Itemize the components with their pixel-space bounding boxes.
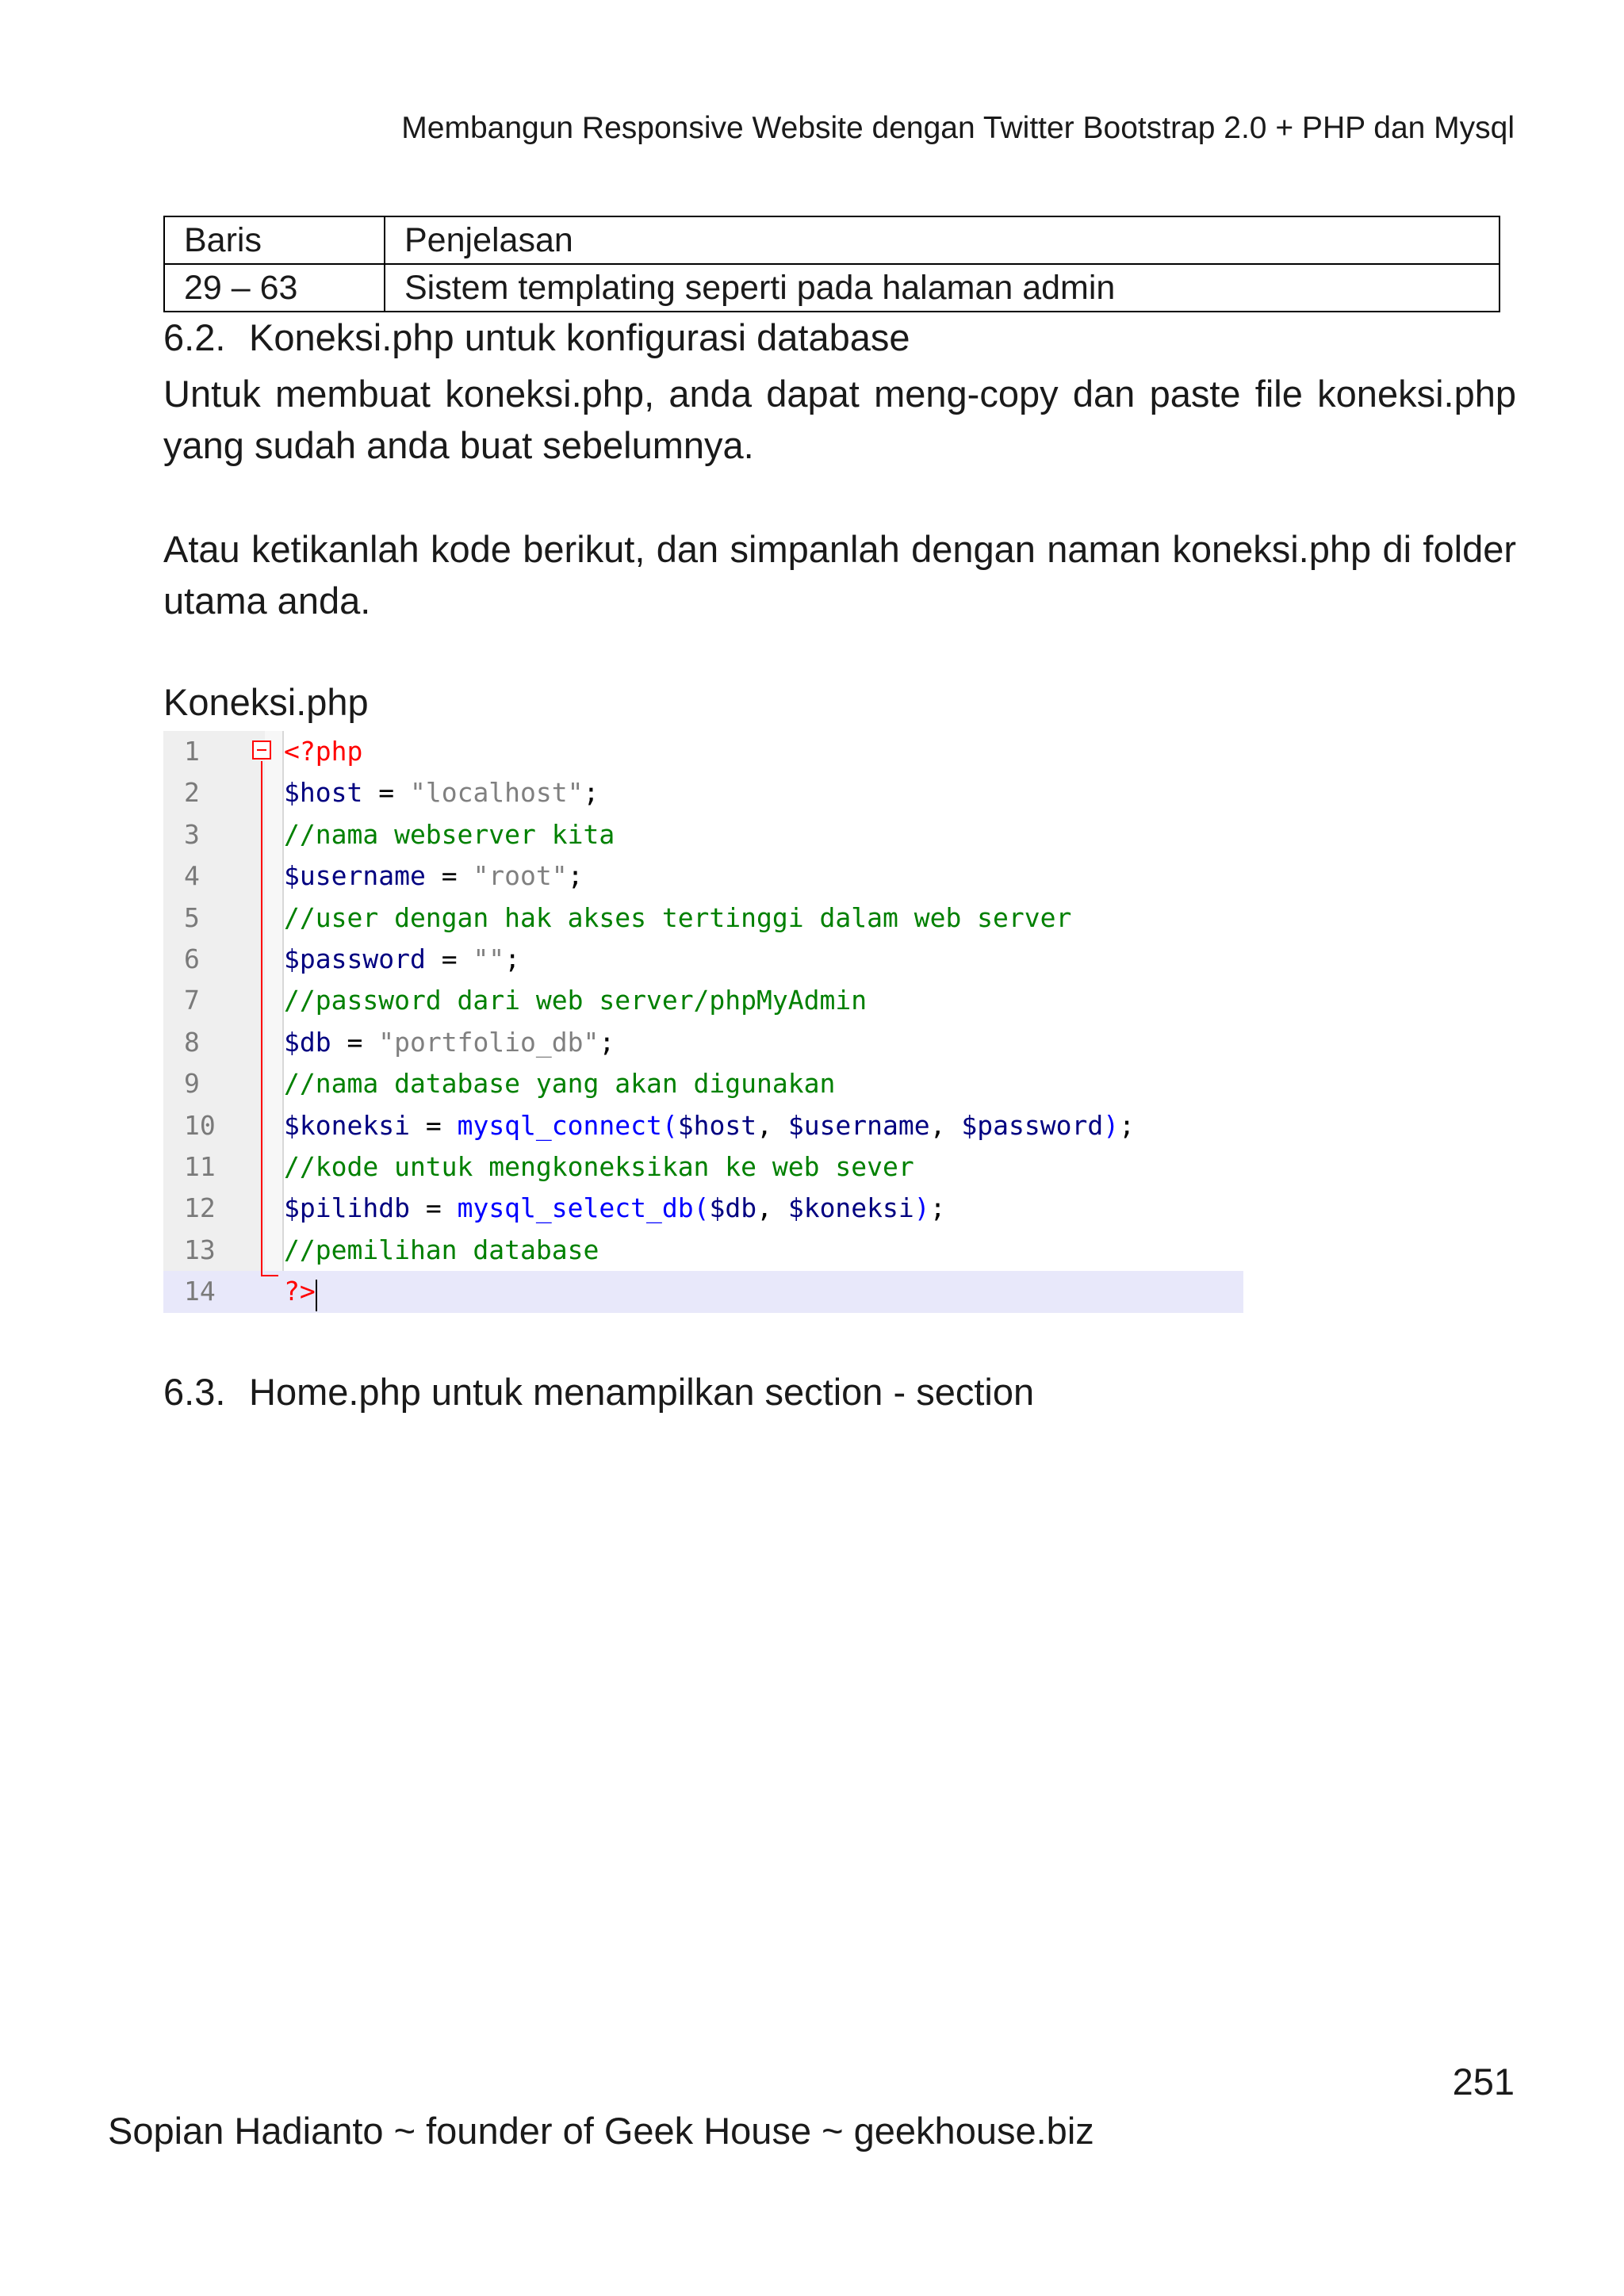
paragraph: Atau ketikanlah kode berikut, dan simpanlah dengan naman koneksi.php di folder utama anda. xyxy=(163,528,1516,622)
code-line xyxy=(163,939,1243,980)
section-title: Home.php untuk menampilkan section - section xyxy=(249,1371,1035,1413)
line-number: 3 xyxy=(184,818,200,850)
code-text: ?> xyxy=(284,1276,316,1307)
section-number: 6.2. xyxy=(163,316,226,358)
paragraph: Untuk membuat koneksi.php, anda dapat meng-copy dan paste file koneksi.php yang sudah anda buat sebelumnya. xyxy=(163,373,1516,466)
explanation-table xyxy=(163,216,1500,312)
line-number: 14 xyxy=(184,1276,216,1307)
code-line xyxy=(163,1146,1243,1188)
code-line xyxy=(163,980,1243,1021)
code-line xyxy=(163,772,1243,813)
code-text: //pemilihan database xyxy=(284,1234,599,1265)
line-number: 2 xyxy=(184,777,200,809)
code-line xyxy=(163,1271,1243,1312)
line-number: 5 xyxy=(184,901,200,933)
table-header-cell: Penjelasan xyxy=(385,216,1500,264)
table-row xyxy=(164,264,1500,312)
code-line xyxy=(163,855,1243,897)
line-number: 1 xyxy=(184,736,200,767)
section-number: 6.3. xyxy=(163,1371,226,1413)
code-line xyxy=(163,897,1243,939)
code-text: //kode untuk mengkoneksikan ke web sever xyxy=(284,1151,914,1182)
line-number: 13 xyxy=(184,1234,216,1265)
code-text: <?php xyxy=(284,736,363,767)
line-number: 9 xyxy=(184,1068,200,1100)
code-line xyxy=(163,1063,1243,1104)
line-number: 4 xyxy=(184,860,200,892)
text-cursor xyxy=(316,1280,317,1311)
table-cell: 29 – 63 xyxy=(164,264,385,312)
code-line xyxy=(163,1105,1243,1146)
line-number: 6 xyxy=(184,943,200,974)
line-number: 11 xyxy=(184,1151,216,1182)
table-header-row xyxy=(164,216,1500,264)
code-line xyxy=(163,1022,1243,1063)
running-header: Membangun Responsive Website dengan Twitter Bootstrap 2.0 + PHP dan Mysql xyxy=(401,111,1515,145)
code-text: $username = "root"; xyxy=(284,860,584,892)
page-number: 251 xyxy=(1452,2061,1515,2103)
code-text: //nama database yang akan digunakan xyxy=(284,1068,836,1100)
fold-end-marker xyxy=(261,1275,278,1276)
code-label: Koneksi.php xyxy=(163,681,369,723)
section-heading-6-2 xyxy=(163,316,910,359)
code-line xyxy=(163,1230,1243,1271)
code-text: $db = "portfolio_db"; xyxy=(284,1026,615,1058)
code-line xyxy=(163,814,1243,855)
table-cell: Sistem templating seperti pada halaman admin xyxy=(385,264,1500,312)
code-text: $pilihdb = mysql_select_db($db, $koneksi); xyxy=(284,1192,946,1224)
line-number: 7 xyxy=(184,985,200,1016)
code-line xyxy=(163,731,1243,772)
collapse-icon xyxy=(252,740,271,760)
code-text: $password = ""; xyxy=(284,943,521,974)
code-text: $host = "localhost"; xyxy=(284,777,599,809)
code-line xyxy=(163,1188,1243,1229)
code-text: //password dari web server/phpMyAdmin xyxy=(284,985,868,1016)
section-title: Koneksi.php untuk konfigurasi database xyxy=(249,316,910,358)
table-header-cell: Baris xyxy=(164,216,385,264)
line-number: 8 xyxy=(184,1026,200,1058)
line-number: 10 xyxy=(184,1109,216,1141)
code-text: //user dengan hak akses tertinggi dalam web server xyxy=(284,901,1072,933)
fold-guide-line xyxy=(261,761,262,1275)
section-heading-6-3 xyxy=(163,1370,1034,1414)
code-text: //nama webserver kita xyxy=(284,818,615,850)
footer: Sopian Hadianto ~ founder of Geek House ~ geekhouse.biz xyxy=(108,2110,1094,2152)
code-text: $koneksi = mysql_connect($host, $username, $password); xyxy=(284,1109,1135,1141)
line-number: 12 xyxy=(184,1192,216,1224)
code-editor-screenshot xyxy=(163,731,1243,1313)
